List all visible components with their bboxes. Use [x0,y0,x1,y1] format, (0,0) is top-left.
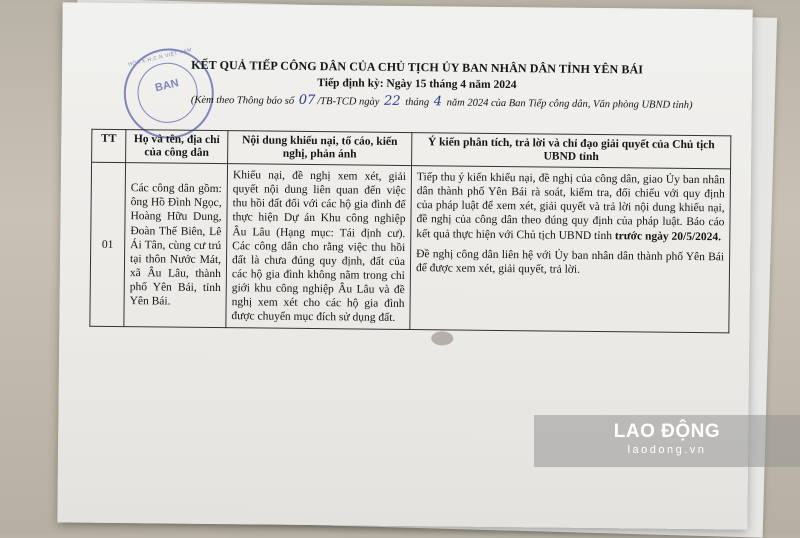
reference-line [142,91,742,112]
watermark-logo: LAO ĐỘNG [613,421,721,442]
ref-month-handwritten: 4 [433,94,443,110]
header-complaint-content: Nội dung khiếu nại, tố cáo, kiến nghị, phản ánh [228,131,412,166]
cell-citizens: Các công dân gồm: ông Hồ Đình Ngọc, Hoàng Hữu Dung, Đoàn Thế Biên, Lê Ái Tân, cùng cư trú tại thôn Nước Mát, xã Âu Lâu, thành phố Yên Bái, tỉnh Yên Bái. [124,163,228,327]
watermark-site: laodong.vn [627,444,707,456]
opinion-paragraph-2: Đề nghị công dân liên hệ với Ủy ban nhân dân thành phố Yên Bái để được xem xét, giải quyết, trả lời. [415,247,725,276]
ink-smudge [431,331,453,345]
header-name-address: Họ và tên, địa chỉ của công dân [126,130,228,165]
table-row [90,163,731,333]
ref-code: /TB-TCD ngày [317,96,380,108]
ref-suffix: năm 2024 của Ban Tiếp công dân, Văn phòng UBND tỉnh) [446,97,693,112]
opinion-deadline: trước ngày 20/5/2024. [614,229,722,243]
results-table [89,129,731,333]
ref-month-label: tháng [405,96,430,109]
ref-prefix: (Kèm theo Thông báo số [190,94,295,107]
ref-number-handwritten: 07 [298,92,316,109]
cell-complaint: Khiếu nại, đề nghị xem xét, giải quyết nội dung liên quan đến việc thu hồi đất đối với các hộ gia đình để thực hiện Dự án Khu công nghiệp Âu Lâu (Hạng mục: Tái định cư). Các công dân cho rằng việc thu hồi đất là chưa đúng quy định, đất của các hộ gia đình không nằm trong chỉ giới khu công nghiệp Âu Lâu và đề nghị xem xét cho các hộ gia đình được chuyển mục đích sử dụng đất. [226,164,412,329]
cell-opinion [410,166,731,333]
opinion-paragraph-1 [416,171,725,244]
seal-rim-text: HÒA X.H.C.N VIỆT NAM [127,47,193,68]
cell-tt: 01 [90,163,126,327]
document-subtitle: Tiếp định kỳ: Ngày 15 tháng 4 năm 2024 [317,77,517,92]
laodong-watermark [534,415,800,467]
opinion-text: Tiếp thu ý kiến khiếu nại, đề nghị của công dân, giao Ủy ban nhân dân thành phố Yên Bái rà soát, kiểm tra, đối chiếu với quy định của pháp luật để xem xét, giải quyết và trả lời nội dung khiếu nại, đề nghị của công dân theo đúng quy định của pháp luật. Báo cáo kết quả thực hiện với Chủ tịch UBND tỉnh [416,171,725,242]
header-tt: TT [92,129,126,163]
document-title: KẾT QUẢ TIẾP CÔNG DÂN CỦA CHỦ TỊCH ỦY BAN NHÂN DÂN TỈNH YÊN BÁI [191,57,644,77]
header-chairman-opinion: Ý kiến phân tích, trả lời và chỉ đạo giải quyết của Chủ tịch UBND tỉnh [412,133,731,170]
ref-day-handwritten: 22 [383,93,401,109]
seal-center-text: BAN [153,77,180,95]
